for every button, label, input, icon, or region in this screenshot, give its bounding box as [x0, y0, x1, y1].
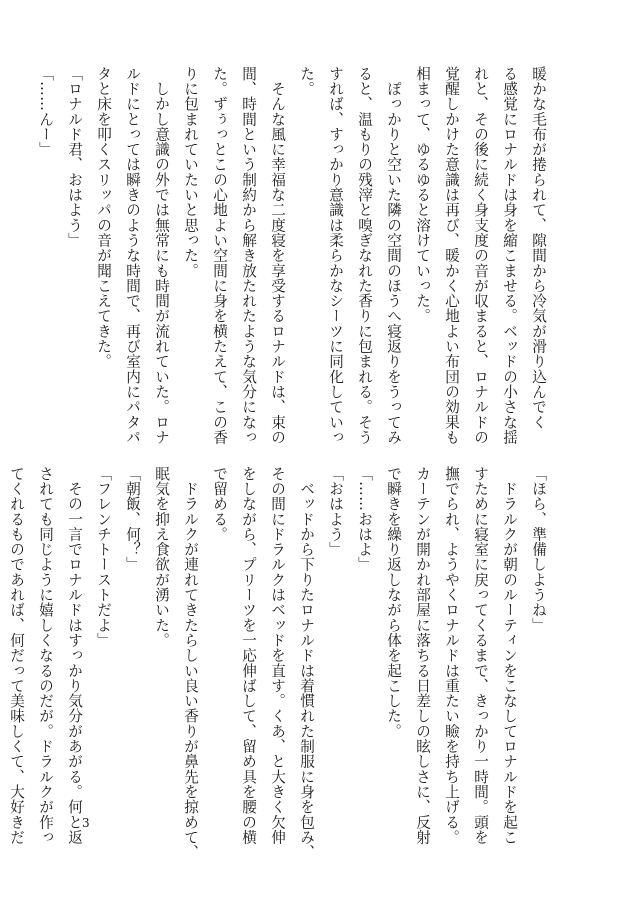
lower-text-line: 「おはよう」: [327, 466, 344, 557]
upper-text-block: [37, 66, 553, 446]
lower-text-line: すために寝室に戻ってくるまで、きっかり一時間。頭を: [472, 466, 489, 845]
page-number: 3: [82, 816, 90, 830]
lower-text-line: ベッドから下りたロナルドは着慣れた制服に身を包み、: [298, 466, 315, 860]
lower-text-line: 「フレンチトーストだよ」: [95, 466, 112, 648]
upper-text-line: りに包まれていたいと思った。: [182, 66, 199, 279]
upper-text-line: 覚醒しかけた意識は再び、暖かく心地よい布団の効果も: [443, 66, 460, 445]
lower-text-line: 「ほら、準備しようね」: [530, 466, 547, 633]
lower-text-line: 「朝飯、何？」: [124, 466, 141, 573]
lower-text-line: 撫でられ、ようやくロナルドは重たい瞼を持ち上げる。: [443, 466, 460, 845]
lower-text-line: で留める。: [211, 466, 228, 542]
upper-text-line: た。ずぅっとこの心地よい空間に身を横たえて、この香: [211, 66, 228, 445]
lower-text-line: ドラルクが朝のルーティンをこなしてロナルドを起こ: [501, 466, 518, 845]
upper-text-line: すれば、すっかり意識は柔らかなシーツに同化していっ: [327, 66, 344, 445]
lower-text-line: 眠気を抑え食欲が湧いた。: [153, 466, 170, 648]
upper-text-line: そんな風に幸福な二度寝を享受するロナルドは、束の: [269, 66, 286, 445]
upper-text-line: 「ロナルド君、おはよう」: [66, 66, 83, 248]
lower-text-line: をしながら、プリーツを一応伸ばして、留め具を腰の横: [240, 466, 257, 845]
lower-text-line: で瞬きを繰り返しながら体を起こした。: [385, 466, 402, 739]
upper-text-line: 相まって、ゆるゆると溶けていった。: [414, 66, 431, 324]
lower-text-line: カーテンが開かれ部屋に落ちる日差しの眩しさに、反射: [414, 466, 431, 845]
lower-text-line: 「……おはよ」: [356, 466, 373, 573]
lower-text-line: その間にドラルクはベッドを直す。くあ、と大きく欠伸: [269, 466, 286, 845]
upper-text-line: タと床を叩くスリッパの音が聞こえてきた。: [95, 66, 112, 369]
lower-text-line: てくれるものであれば、何だって美味しくて、大好きだ: [8, 466, 25, 845]
lower-text-line: その一言でロナルドはすっかり気分があがる。何と返: [66, 466, 83, 845]
upper-text-line: る感覚にロナルドは身を縮こませる。ベッドの小さな揺: [501, 66, 518, 445]
upper-text-line: 暖かな毛布が捲られて、隙間から冷気が滑り込んでく: [530, 66, 547, 430]
upper-text-line: しかし意識の外では無常にも時間が流れていた。ロナ: [153, 66, 170, 445]
upper-text-line: ルドにとっては瞬きのような時間で、再び室内にパタパ: [124, 66, 141, 445]
upper-text-line: 「……んー」: [37, 66, 54, 157]
lower-text-line: ドラルクが連れてきたらしい良い香りが鼻先を掠めて、: [182, 466, 199, 860]
upper-text-line: ぽっかりと空いた隣の空間のほうへ寝返りをうってみ: [385, 66, 402, 445]
lower-text-line: されても同じように嬉しくなるのだが。ドラルクが作っ: [37, 466, 54, 845]
upper-text-line: れと、その後に続く身支度の音が収まると、ロナルドの: [472, 66, 489, 445]
upper-text-line: た。: [298, 66, 315, 97]
upper-text-line: 間、時間という制約から解き放たれたような気分になっ: [240, 66, 257, 445]
upper-text-line: ると、温もりの残滓と嗅ぎなれた香りに包まれる。そう: [356, 66, 373, 445]
lower-text-block: [8, 466, 553, 860]
